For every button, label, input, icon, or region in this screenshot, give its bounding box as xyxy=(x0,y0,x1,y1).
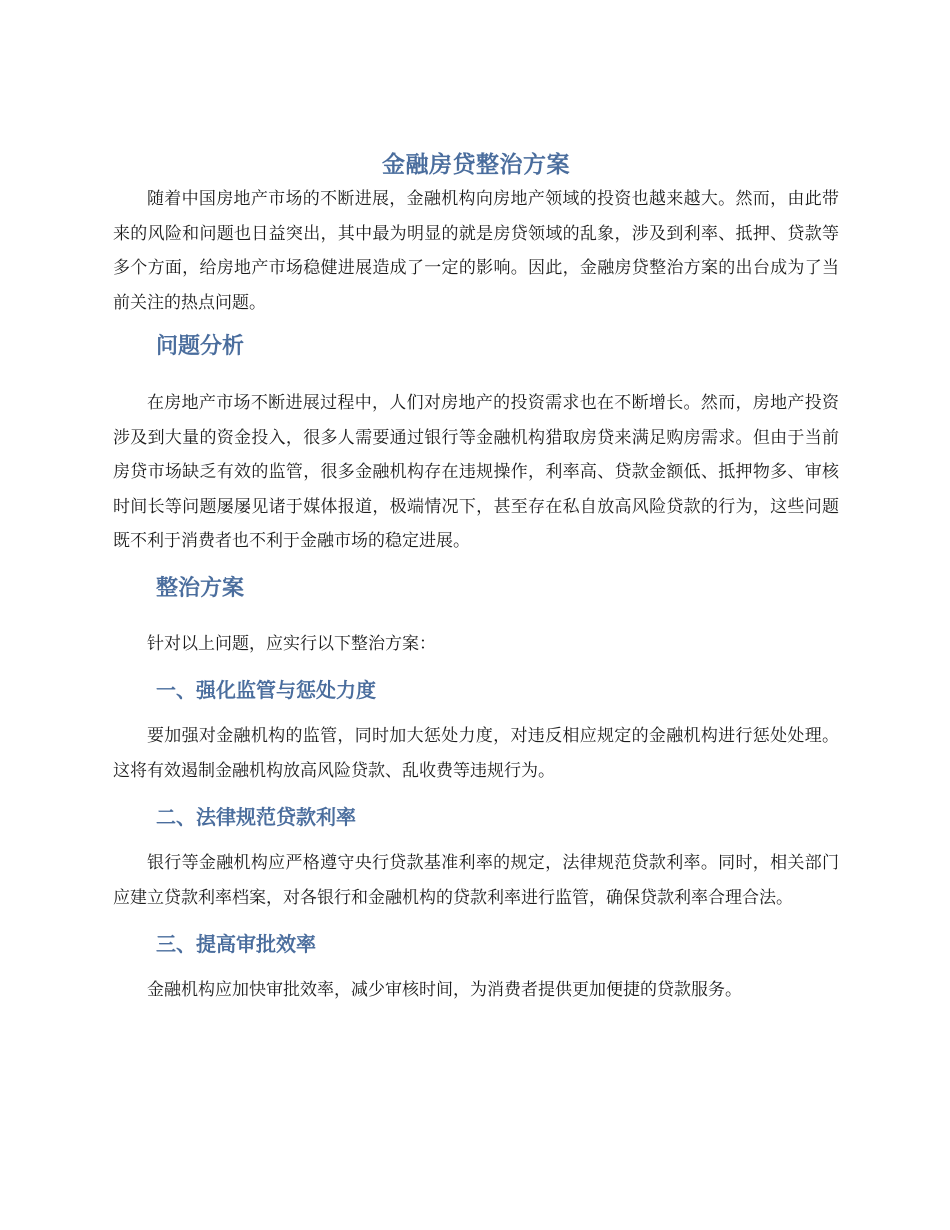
section-heading-remediation-plan: 整治方案 xyxy=(156,575,245,601)
measure-heading-2: 二、法律规范贷款利率 xyxy=(156,805,356,829)
measure-paragraph-1: 要加强对金融机构的监管，同时加大惩处力度，对违反相应规定的金融机构进行惩处处理。这将有效遏制金融机构放高风险贷款、乱收费等违规行为。 xyxy=(113,726,839,781)
measure-heading-3: 三、提高审批效率 xyxy=(156,932,316,956)
problem-analysis-paragraph: 在房地产市场不断进展过程中，人们对房地产的投资需求也在不断增长。然而，房地产投资涉及到大量的资金投入，很多人需要通过银行等金融机构猎取房贷来满足购房需求。但由于当前房贷市场缺乏有效的监管，很多金融机构存在违规操作，利率高、贷款金额低、抵押物多、审核时间长等问题屡屡见诸于媒体报道，极端情况下，甚至存在私自放高风险贷款的行为，这些问题既不利于消费者也不利于金融市场的稳定进展。 xyxy=(113,393,839,551)
section-heading-problem-analysis: 问题分析 xyxy=(156,334,245,359)
measure-paragraph-3: 金融机构应加快审批效率，减少审核时间，为消费者提供更加便捷的贷款服务。 xyxy=(147,980,742,1000)
measure-heading-1: 一、强化监管与惩处力度 xyxy=(156,678,376,702)
measure-paragraph-2: 银行等金融机构应严格遵守央行贷款基准利率的规定，法律规范贷款利率。同时，相关部门应建立贷款利率档案，对各银行和金融机构的贷款利率进行监管，确保贷款利率合理合法。 xyxy=(113,853,839,908)
document-body xyxy=(113,148,839,1008)
remediation-plan-paragraph: 针对以上问题，应实行以下整治方案： xyxy=(147,633,436,654)
document-title: 金融房贷整治方案 xyxy=(382,152,570,178)
intro-paragraph: 随着中国房地产市场的不断进展，金融机构向房地产领域的投资也越来越大。然而，由此带来的风险和问题也日益突出，其中最为明显的就是房贷领域的乱象，涉及到利率、抵押、贷款等多个方面，给房地产市场稳健进展造成了一定的影响。因此，金融房贷整治方案的出台成为了当前关注的热点问题。 xyxy=(113,189,839,313)
